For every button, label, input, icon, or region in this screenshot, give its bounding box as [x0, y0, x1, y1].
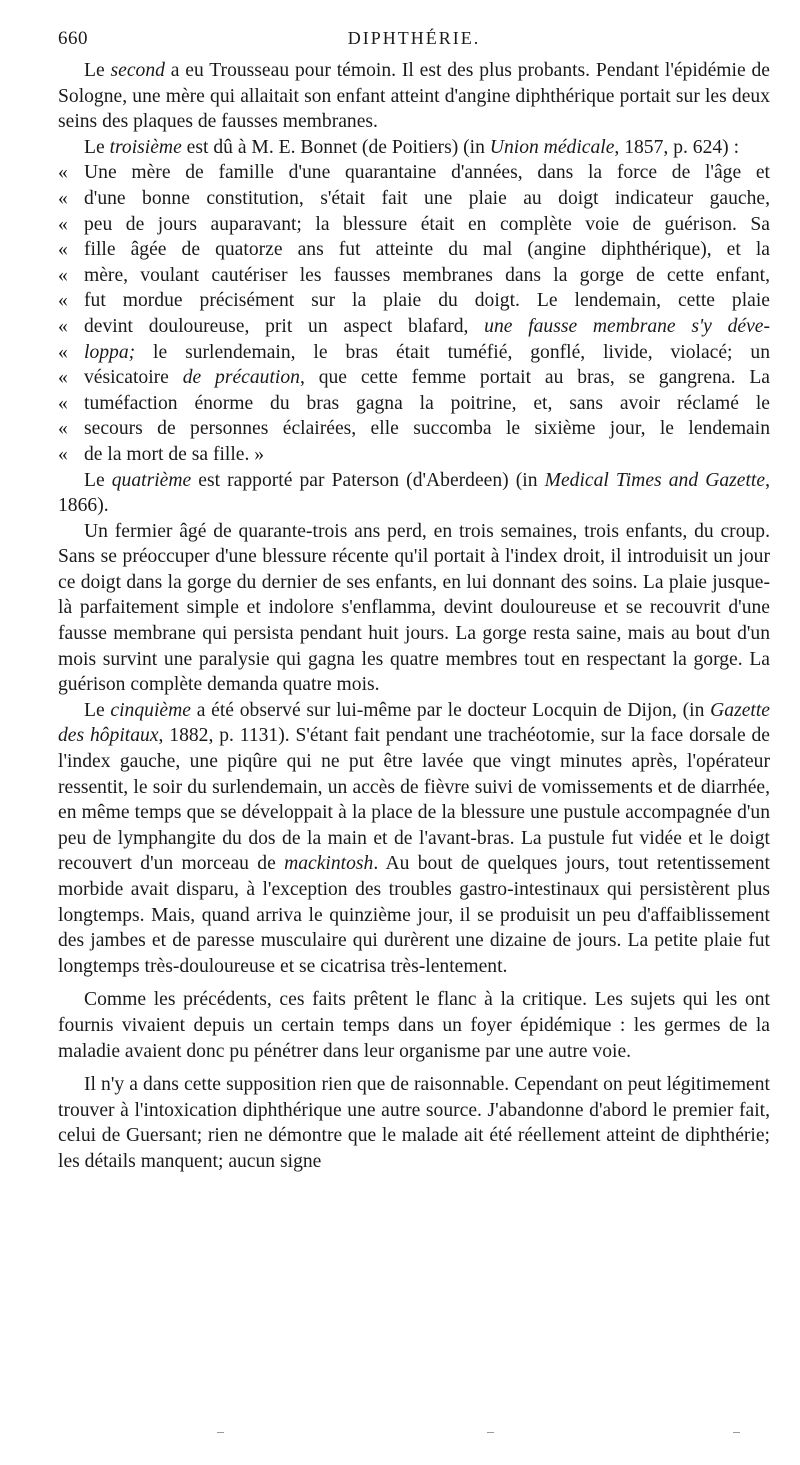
text-run: devint douloureuse, prit un aspect blafard,: [84, 315, 485, 337]
paragraph-fourth-case: [58, 468, 770, 519]
quote-line: [58, 263, 770, 289]
text-run: mère, voulant cautériser les fausses membranes dans la gorge de cette enfant,: [84, 264, 770, 286]
quote-line: [58, 340, 770, 366]
quote-line: [58, 314, 770, 340]
quote-line: [58, 212, 770, 238]
text-run: , que cette femme portait au bras, se gangrena. La: [299, 367, 770, 389]
quote-mark: «: [58, 187, 68, 209]
text-run: vésicatoire: [84, 367, 183, 389]
quote-mark: «: [58, 418, 68, 440]
text-run: fille âgée de quatorze ans fut atteinte du mal (angine diphthérique), et la: [84, 239, 770, 261]
text-run: peu de jours auparavant; la blessure était en complète voie de guérison. Sa: [84, 213, 770, 235]
quote-mark: «: [58, 290, 68, 312]
paragraph-fifth-case: [58, 698, 770, 980]
paragraph-third-case: [58, 135, 770, 161]
paragraph-supposition: Il n'y a dans cette supposition rien que de raisonnable. Cependant on peut légitimement trouver à l'intoxication diphthérique une autre source. J'abandonne d'abord le premier fait, celui de Guersant; rien ne démontre que le malade ait été réellement atteint de diphthérie; les détails manquent; aucun signe: [58, 1074, 770, 1172]
text-run: Le: [84, 136, 110, 158]
italic-run: Union médicale: [489, 136, 615, 158]
page-number: 660: [58, 28, 88, 49]
quote-mark: «: [58, 239, 68, 261]
text-run: est rapporté par Paterson (d'Aberdeen) (in: [191, 469, 545, 491]
scan-mark: [217, 1432, 224, 1433]
text-run: Une mère de famille d'une quarantaine d'années, dans la force de l'âge et: [84, 162, 770, 184]
italic-run: quatrième: [111, 469, 192, 491]
page-footer-marks: [0, 1432, 800, 1442]
quote-mark: «: [58, 367, 68, 389]
text-run: Le: [84, 469, 112, 491]
text-run: le surlendemain, le bras était tuméfié, gonflé, livide, violacé; un: [135, 341, 770, 363]
text-run: a eu Trousseau pour témoin. Il est des plus probants. Pendant l'épidémie de Sologne, une mère qui allaitait son enfant atteint d'angine diphthérique portait sur les deux seins des plaques de fausses membranes.: [58, 60, 770, 133]
text-run: de la mort de sa fille. »: [84, 443, 265, 465]
text-run: secours de personnes éclairées, elle succomba le sixième jour, le lendemain: [84, 418, 770, 440]
text-run: , 1882, p. 1131). S'étant fait pendant une trachéotomie, sur la face dorsale de l'index gauche, une piqûre qui ne put être lavée que vingt minutes après, l'opérateur ressentit, le soir du surlendemain, un accès de fièvre suivi de vomissements et de diarrhée, en même temps que se développait à la place de la blessure une pustule accompagnée d'un peu de lymphangite du dos de la main et de l'avant-bras. La pustule fut vidée et le doigt recouvert d'un morceau de: [58, 725, 771, 875]
quote-mark: «: [58, 392, 68, 414]
quote-line: [58, 416, 770, 442]
quotation-block: [58, 160, 770, 467]
quote-line: [58, 365, 770, 391]
italic-run: loppa;: [84, 341, 136, 363]
italic-run: Gazette des hôpitaux: [58, 699, 770, 747]
scan-mark: [487, 1432, 494, 1433]
running-title: DIPHTHÉRIE.: [347, 28, 481, 48]
italic-run: une fausse membrane s'y déve-: [484, 315, 770, 337]
quote-line: [58, 288, 770, 314]
text-run: fut mordue précisément sur la plaie du doigt. Le lendemain, cette plaie: [84, 290, 770, 312]
scan-mark: [733, 1432, 740, 1433]
paragraph-farmer-case: Un fermier âgé de quarante-trois ans perd, en trois semaines, trois enfants, du croup. Sans se préoccuper d'une blessure récente qu'il portait à l'index droit, il introduisit un jour ce doigt dans la gorge du dernier de ses enfants, en lui donnant des soins. La plaie jusque-là parfaitement simple et indolore s'enflamma, devint douloureuse et se recouvrit d'une fausse membrane qui persista pendant huit jours. La gorge resta saine, mais au bout d'un mois survint une paralysie qui gagna les quatre membres tout en respectant la gorge. La guérison complète demanda quatre mois.: [58, 520, 770, 696]
text-run: d'une bonne constitution, s'était fait une plaie au doigt indicateur gauche,: [84, 187, 770, 209]
italic-run: de précaution: [182, 367, 300, 389]
body-text: [58, 58, 770, 1175]
italic-run: cinquième: [110, 699, 191, 721]
text-run: tuméfaction énorme du bras gagna la poitrine, et, sans avoir réclamé le: [84, 392, 770, 414]
quote-mark: «: [58, 213, 68, 235]
italic-run: troisième: [109, 136, 182, 158]
page-header: [58, 22, 770, 48]
text-run: Le: [84, 60, 111, 81]
quote-mark: «: [58, 162, 68, 184]
quote-mark: «: [58, 264, 68, 286]
text-run: a été observé sur lui-même par le docteur Locquin de Dijon, (in: [190, 699, 711, 721]
italic-run: mackintosh: [284, 853, 374, 875]
text-run: , 1857, p. 624) :: [614, 136, 740, 158]
text-run: est dû à M. E. Bonnet (de Poitiers) (in: [181, 136, 490, 158]
quote-line: [58, 160, 770, 186]
italic-run: second: [110, 60, 165, 81]
quote-mark: «: [58, 315, 68, 337]
quote-line: [58, 186, 770, 212]
quote-mark: «: [58, 341, 68, 363]
quote-line: [58, 237, 770, 263]
text-run: . Au bout de quelques jours, tout retentissement morbide avait disparu, à l'exception des troubles gastro-intestinaux qui persistèrent plus longtemps. Mais, quand arriva le quinzième jour, il se produisit un peu d'affaiblissement des jambes et de paresse musculaire qui durèrent une dizaine de jours. La petite plaie fut longtemps très-douloureuse et se cicatrisa très-lentement.: [58, 853, 770, 977]
quote-line: [58, 442, 770, 468]
paragraph-second-case: [58, 58, 770, 135]
book-page: [58, 22, 770, 1175]
text-run: Le: [84, 699, 111, 721]
paragraph-critique: Comme les précédents, ces faits prêtent le flanc à la critique. Les sujets qui les ont fournis vivaient depuis un certain temps dans un foyer épidémique : les germes de la maladie avaient donc pu pénétrer dans leur organisme par une autre voie.: [58, 989, 770, 1062]
italic-run: Medical Times and Gazette: [544, 469, 766, 491]
quote-line: [58, 391, 770, 417]
text-run: , 1866).: [58, 469, 770, 517]
quote-mark: «: [58, 443, 68, 465]
